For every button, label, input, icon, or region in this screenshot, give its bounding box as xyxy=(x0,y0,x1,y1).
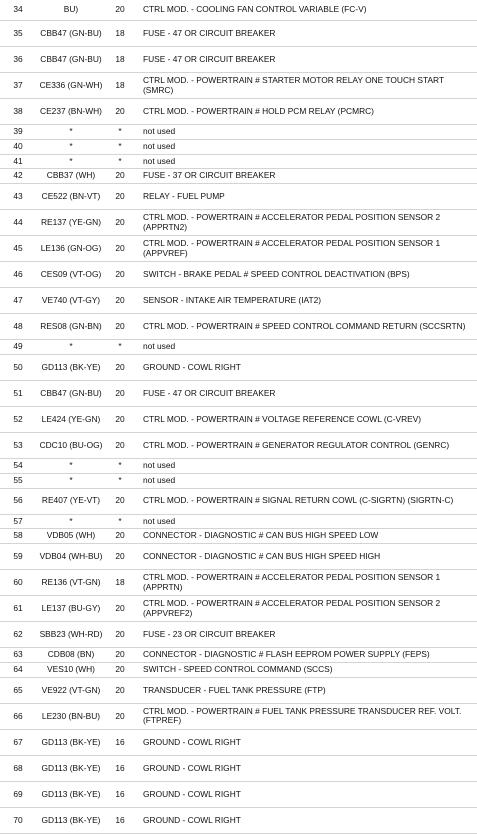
wire-gauge: 16 xyxy=(115,814,125,825)
pin-description: not used xyxy=(143,155,176,166)
table-row xyxy=(0,407,477,433)
pin-number: 42 xyxy=(13,170,23,181)
pin-description: GROUND - COWL RIGHT xyxy=(143,762,241,773)
wire-gauge: 20 xyxy=(115,190,125,201)
pin-number: 52 xyxy=(13,413,23,424)
pin-description: FUSE - 47 OR CIRCUIT BREAKER xyxy=(143,53,276,64)
pin-number: 45 xyxy=(13,242,23,253)
table-row xyxy=(0,489,477,515)
pin-number: 50 xyxy=(13,361,23,372)
wire-gauge: 16 xyxy=(115,762,125,773)
table-row xyxy=(0,433,477,459)
pin-number: 46 xyxy=(13,268,23,279)
pin-description: CTRL MOD. - POWERTRAIN # FUEL TANK PRESSURE TRANSDUCER REF. VOLT. (FTPREF) xyxy=(143,705,462,726)
table-row xyxy=(0,47,477,73)
pin-number: 61 xyxy=(13,602,23,613)
pin-description: SENSOR - INTAKE AIR TEMPERATURE (IAT2) xyxy=(143,294,322,305)
pin-description: CTRL MOD. - POWERTRAIN # GENERATOR REGULATOR CONTROL (GENRC) xyxy=(143,439,450,450)
circuit-id: CE522 (BN-VT) xyxy=(41,190,101,201)
wire-gauge: * xyxy=(118,155,122,166)
table-row xyxy=(0,596,477,622)
circuit-id: CE336 (GN-WH) xyxy=(39,79,103,90)
pin-number: 65 xyxy=(13,684,23,695)
wire-gauge: 20 xyxy=(115,105,125,116)
pin-description: CTRL MOD. - POWERTRAIN # VOLTAGE REFERENCE COWL (C-VREV) xyxy=(143,413,422,424)
table-row xyxy=(0,125,477,140)
circuit-id: VE922 (VT-GN) xyxy=(41,684,101,695)
pin-number: 67 xyxy=(13,736,23,747)
table-row xyxy=(0,515,477,530)
wire-gauge: * xyxy=(118,126,122,137)
table-row xyxy=(0,808,477,834)
wire-gauge: 18 xyxy=(115,79,125,90)
table-row xyxy=(0,236,477,262)
table-row xyxy=(0,756,477,782)
wire-gauge: 20 xyxy=(115,361,125,372)
circuit-id: RES08 (GN-BN) xyxy=(40,320,102,331)
wire-gauge: 16 xyxy=(115,788,125,799)
wire-gauge: 20 xyxy=(115,268,125,279)
pin-description: TRANSDUCER - FUEL TANK PRESSURE (FTP) xyxy=(143,684,326,695)
circuit-id: LE230 (BN-BU) xyxy=(41,710,101,721)
circuit-id: LE137 (BU-GY) xyxy=(41,602,101,613)
pin-description: GROUND - COWL RIGHT xyxy=(143,736,241,747)
wire-gauge: 20 xyxy=(115,684,125,695)
pin-number: 43 xyxy=(13,190,23,201)
circuit-id: CBB47 (GN-BU) xyxy=(40,53,102,64)
pin-number: 69 xyxy=(13,788,23,799)
circuit-id: CBB47 (GN-BU) xyxy=(40,27,102,38)
pin-number: 48 xyxy=(13,320,23,331)
wire-gauge: 20 xyxy=(115,413,125,424)
table-row xyxy=(0,210,477,236)
wire-gauge: 20 xyxy=(115,628,125,639)
table-row xyxy=(0,314,477,340)
pin-description: not used xyxy=(143,126,176,137)
pin-description: CTRL MOD. - POWERTRAIN # HOLD PCM RELAY (PCMRC) xyxy=(143,105,374,116)
pin-number: 53 xyxy=(13,439,23,450)
pin-description: CTRL MOD. - COOLING FAN CONTROL VARIABLE (FC-V) xyxy=(143,4,367,15)
circuit-id: * xyxy=(69,126,73,137)
circuit-id: GD113 (BK-YE) xyxy=(41,788,101,799)
wire-gauge: 20 xyxy=(115,320,125,331)
pin-number: 58 xyxy=(13,530,23,541)
pin-number: 57 xyxy=(13,515,23,526)
table-row xyxy=(0,529,477,544)
table-row xyxy=(0,381,477,407)
table-row xyxy=(0,21,477,47)
table-row xyxy=(0,474,477,489)
wire-gauge: 20 xyxy=(115,294,125,305)
table-row xyxy=(0,544,477,570)
pin-number: 59 xyxy=(13,550,23,561)
circuit-id: * xyxy=(69,515,73,526)
circuit-id: GD113 (BK-YE) xyxy=(41,814,101,825)
table-row xyxy=(0,678,477,704)
circuit-id: VES10 (WH) xyxy=(47,664,95,675)
wire-gauge: 20 xyxy=(115,710,125,721)
circuit-id: VDB05 (WH) xyxy=(46,530,96,541)
pin-number: 36 xyxy=(13,53,23,64)
circuit-id: CBB47 (GN-BU) xyxy=(40,387,102,398)
pin-description: FUSE - 47 OR CIRCUIT BREAKER xyxy=(143,27,276,38)
pin-description: CTRL MOD. - POWERTRAIN # SPEED CONTROL COMMAND RETURN (SCCSRTN) xyxy=(143,320,466,331)
circuit-id: RE137 (YE-GN) xyxy=(40,216,102,227)
wire-gauge: * xyxy=(118,460,122,471)
wire-gauge: 16 xyxy=(115,736,125,747)
pin-number: 51 xyxy=(13,387,23,398)
circuit-id: VE740 (VT-GY) xyxy=(41,294,101,305)
wire-gauge: 20 xyxy=(115,4,125,15)
wire-gauge: 20 xyxy=(115,387,125,398)
pin-number: 64 xyxy=(13,664,23,675)
wire-gauge: 20 xyxy=(115,649,125,660)
pin-description: CTRL MOD. - POWERTRAIN # ACCELERATOR PEDAL POSITION SENSOR 2 (APPRTN2) xyxy=(143,212,441,232)
circuit-id: LE136 (GN-OG) xyxy=(40,242,102,253)
table-row xyxy=(0,782,477,808)
circuit-id: RE407 (YE-VT) xyxy=(41,495,101,506)
table-row xyxy=(0,622,477,648)
wire-gauge: 20 xyxy=(115,439,125,450)
wire-gauge: 20 xyxy=(115,530,125,541)
table-row xyxy=(0,663,477,678)
circuit-id: GD113 (BK-YE) xyxy=(41,762,101,773)
wire-gauge: 18 xyxy=(115,53,125,64)
pin-description: CTRL MOD. - POWERTRAIN # ACCELERATOR PEDAL POSITION SENSOR 1 (APPVREF) xyxy=(143,238,441,258)
circuit-id: * xyxy=(69,474,73,485)
pin-number: 63 xyxy=(13,649,23,660)
table-row xyxy=(0,155,477,170)
pin-number: 44 xyxy=(13,216,23,227)
pin-number: 66 xyxy=(13,710,23,721)
table-row xyxy=(0,570,477,596)
pin-description: SWITCH - SPEED CONTROL COMMAND (SCCS) xyxy=(143,664,333,675)
table-row xyxy=(0,288,477,314)
table-row xyxy=(0,140,477,155)
pin-description: GROUND - COWL RIGHT xyxy=(143,788,241,799)
pin-number: 40 xyxy=(13,140,23,151)
pin-description: not used xyxy=(143,474,176,485)
circuit-id: GD113 (BK-YE) xyxy=(41,736,101,747)
pin-description: FUSE - 47 OR CIRCUIT BREAKER xyxy=(143,387,276,398)
pin-number: 39 xyxy=(13,126,23,137)
circuit-id: CES09 (VT-OG) xyxy=(40,268,102,279)
pin-number: 55 xyxy=(13,474,23,485)
wire-gauge: 20 xyxy=(115,216,125,227)
pin-description: SWITCH - BRAKE PEDAL # SPEED CONTROL DEACTIVATION (BPS) xyxy=(143,268,410,279)
pin-number: 35 xyxy=(13,27,23,38)
pin-description: CTRL MOD. - POWERTRAIN # SIGNAL RETURN COWL (C-SIGRTN) (SIGRTN-C) xyxy=(143,495,454,506)
pin-number: 34 xyxy=(13,4,23,15)
table-row xyxy=(0,169,477,184)
pin-number: 37 xyxy=(13,79,23,90)
pin-description: CTRL MOD. - POWERTRAIN # ACCELERATOR PEDAL POSITION SENSOR 2 (APPVREF2) xyxy=(143,598,441,618)
pin-number: 62 xyxy=(13,628,23,639)
circuit-id: CDC10 (BU-OG) xyxy=(39,439,103,450)
circuit-id: CE237 (BN-WH) xyxy=(40,105,102,116)
table-row xyxy=(0,355,477,381)
pin-number: 54 xyxy=(13,460,23,471)
pin-description: CTRL MOD. - POWERTRAIN # ACCELERATOR PEDAL POSITION SENSOR 1 (APPRTN) xyxy=(143,572,441,592)
circuit-id: RE136 (VT-GN) xyxy=(41,576,101,587)
circuit-id: * xyxy=(69,140,73,151)
pin-number: 47 xyxy=(13,294,23,305)
circuit-id: CDB08 (BN) xyxy=(47,649,95,660)
table-row xyxy=(0,99,477,125)
table-row xyxy=(0,184,477,210)
pin-number: 56 xyxy=(13,495,23,506)
circuit-id: LE424 (YE-GN) xyxy=(41,413,101,424)
pin-description: CONNECTOR - DIAGNOSTIC # CAN BUS HIGH SPEED LOW xyxy=(143,530,379,541)
pin-description: CONNECTOR - DIAGNOSTIC # FLASH EEPROM POWER SUPPLY (FEPS) xyxy=(143,649,430,660)
pin-number: 38 xyxy=(13,105,23,116)
wire-gauge: 18 xyxy=(115,576,125,587)
pin-description: CTRL MOD. - POWERTRAIN # STARTER MOTOR RELAY ONE TOUCH START (SMRC) xyxy=(143,74,444,95)
pin-description: RELAY - FUEL PUMP xyxy=(143,190,225,201)
circuit-id: SBB23 (WH-RD) xyxy=(39,628,103,639)
wire-gauge: * xyxy=(118,341,122,352)
circuit-id: BU) xyxy=(63,4,79,15)
circuit-id: GD113 (BK-YE) xyxy=(41,361,101,372)
wire-gauge: 18 xyxy=(115,27,125,38)
pin-description: CONNECTOR - DIAGNOSTIC # CAN BUS HIGH SPEED HIGH xyxy=(143,550,381,561)
pin-description: FUSE - 37 OR CIRCUIT BREAKER xyxy=(143,170,276,181)
pin-description: GROUND - COWL RIGHT xyxy=(143,814,241,825)
wire-gauge: 20 xyxy=(115,170,125,181)
table-row xyxy=(0,730,477,756)
wire-gauge: * xyxy=(118,140,122,151)
pin-description: GROUND - COWL RIGHT xyxy=(143,361,241,372)
table-row xyxy=(0,340,477,355)
pin-number: 68 xyxy=(13,762,23,773)
pin-description: not used xyxy=(143,140,176,151)
pin-description: not used xyxy=(143,341,176,352)
wire-gauge: * xyxy=(118,515,122,526)
circuit-id: * xyxy=(69,460,73,471)
wire-gauge: 20 xyxy=(115,664,125,675)
pin-number: 70 xyxy=(13,814,23,825)
pin-description: not used xyxy=(143,515,176,526)
pin-number: 49 xyxy=(13,341,23,352)
table-row xyxy=(0,0,477,21)
table-row xyxy=(0,704,477,730)
table-row xyxy=(0,73,477,99)
pin-description: FUSE - 23 OR CIRCUIT BREAKER xyxy=(143,628,276,639)
wire-gauge: 20 xyxy=(115,602,125,613)
wire-gauge: 20 xyxy=(115,495,125,506)
table-row xyxy=(0,262,477,288)
pin-number: 41 xyxy=(13,155,23,166)
circuit-id: CBB37 (WH) xyxy=(46,170,96,181)
table-row xyxy=(0,648,477,663)
circuit-id: VDB04 (WH-BU) xyxy=(39,550,103,561)
wire-gauge: 20 xyxy=(115,550,125,561)
circuit-id: * xyxy=(69,155,73,166)
circuit-id: * xyxy=(69,341,73,352)
wire-gauge: 20 xyxy=(115,242,125,253)
pin-number: 60 xyxy=(13,576,23,587)
table-row xyxy=(0,459,477,474)
pin-description: not used xyxy=(143,460,176,471)
wire-gauge: * xyxy=(118,474,122,485)
